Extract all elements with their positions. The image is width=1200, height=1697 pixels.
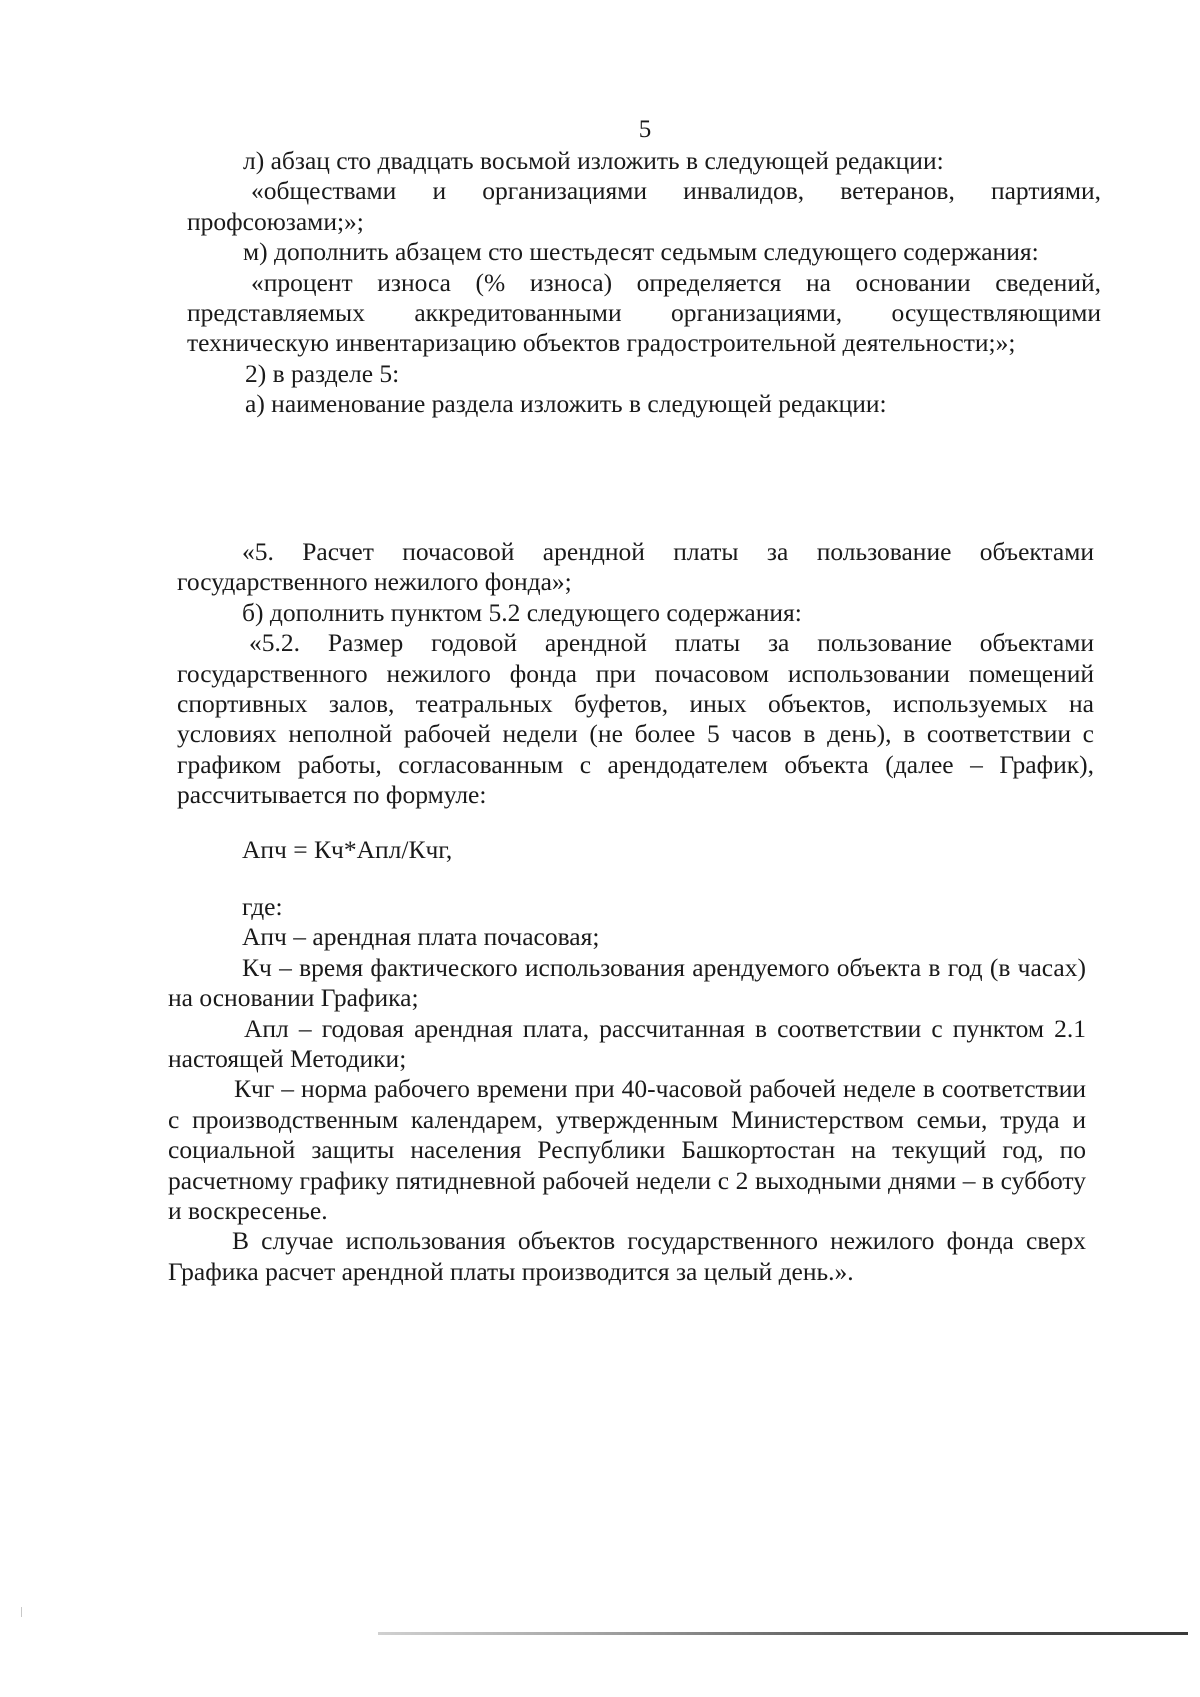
paragraph: л) абзац сто двадцать восьмой изложить в следующей редакции: (243, 146, 944, 175)
definition-item: Апл – годовая арендная плата, рассчитанная в соответствии с пунктом 2.1 настоящей Методики; (168, 1013, 1086, 1074)
formula: Апч = Кч*Апл/Кчг, (242, 835, 453, 864)
paragraph: б) дополнить пунктом 5.2 следующего содержания: (242, 597, 802, 627)
paragraph: «процент износа (% износа) определяется на основании сведений, представляемых аккредитованными организациями, осуществляющими техническую инвентаризацию объектов градостроительной деятельности;»; (187, 267, 1101, 358)
page-number: 5 (638, 116, 652, 143)
paragraph: «5.2. Размер годовой арендной платы за пользование объектами государственного нежилого фонда при почасовом использовании помещений спортивных залов, театральных буфетов, иных объектов, используемых на условиях неполной рабочей недели (не более 5 часов в день), в соответствии с графиком работы, согласованным с арендодателем объекта (далее – График), рассчитывается по формуле: (177, 628, 1094, 810)
paragraph: м) дополнить абзацем сто шестьдесят седьмым следующего содержания: (243, 237, 1039, 267)
text-block-definitions (168, 892, 1086, 1287)
scan-edge-line (378, 1632, 1188, 1635)
definition-item: Апч – арендная плата почасовая; (242, 922, 600, 952)
paragraph: «обществами и организациями инвалидов, ветеранов, партиями, профсоюзами;»; (187, 176, 1101, 236)
text-block-top (187, 146, 1101, 420)
definition-item: Кч – время фактического использования арендуемого объекта в год (в часах) на основании Графика; (168, 952, 1086, 1013)
where-label: где: (242, 892, 283, 921)
text-block-middle (177, 537, 1094, 811)
scan-artifact-mark (21, 1607, 22, 1617)
definition-item: В случае использования объектов государственного нежилого фонда сверх Графика расчет арендной платы производится за целый день.». (168, 1226, 1086, 1286)
paragraph: 2) в разделе 5: (245, 358, 400, 388)
definition-item: Кчг – норма рабочего времени при 40-часовой рабочей неделе в соответствии с производственным календарем, утвержденным Министерством семьи, труда и социальной защиты населения Республики Башкортостан на текущий год, по расчетному графику пятидневной рабочей недели с 2 выходными днями – в субботу и воскресенье. (168, 1074, 1086, 1226)
paragraph: а) наименование раздела изложить в следующей редакции: (245, 389, 887, 419)
paragraph: «5. Расчет почасовой арендной платы за пользование объектами государственного нежилого фонда»; (177, 537, 1094, 597)
